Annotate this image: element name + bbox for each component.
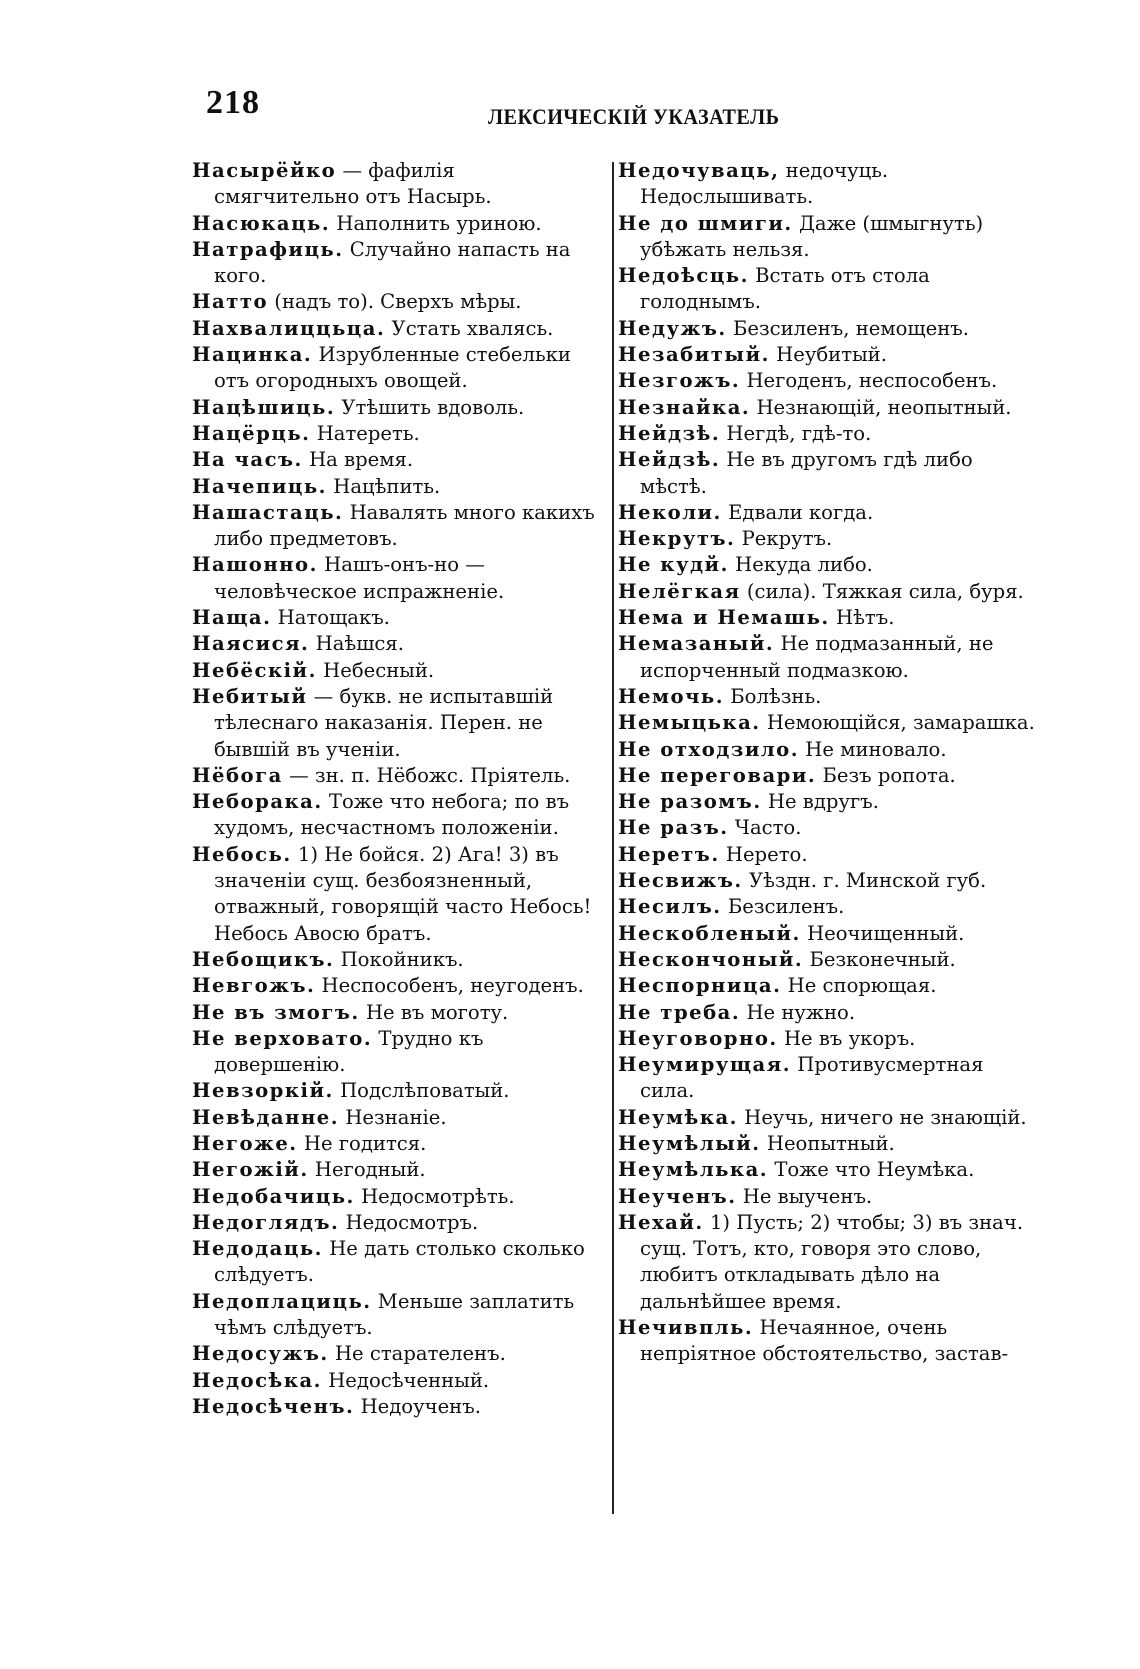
dictionary-entry <box>618 500 1038 526</box>
dictionary-entry <box>618 631 1038 684</box>
dictionary-entry <box>618 552 1038 578</box>
entry-definition: Небесный. <box>323 658 435 682</box>
dictionary-entry <box>618 894 1038 920</box>
entry-definition: Противусмертная сила. <box>640 1053 984 1103</box>
dictionary-entry <box>618 1157 1038 1183</box>
entry-definition: Не въ укоръ. <box>783 1026 916 1050</box>
dictionary-entry <box>192 842 602 947</box>
dictionary-entry <box>618 789 1038 815</box>
entry-headword: Неумѣка. <box>618 1105 738 1129</box>
entry-headword: Нашонно. <box>192 553 318 577</box>
page-number: 218 <box>206 84 260 121</box>
dictionary-entry <box>618 815 1038 841</box>
entry-definition: Наѣшся. <box>315 632 404 656</box>
dictionary-entry <box>618 579 1038 605</box>
dictionary-entry <box>192 342 602 395</box>
entry-definition: недочуць. Недослышивать. <box>640 159 889 209</box>
entry-headword: Не переговари. <box>618 763 817 787</box>
dictionary-entry <box>192 1184 602 1210</box>
dictionary-entry <box>618 526 1038 552</box>
entry-definition: 1) Не бойся. 2) Ага! 3) въ значеніи сущ. безбоязненный, отважный, говорящій часто Небось! Небось Авосю братъ. <box>214 842 592 945</box>
entry-headword: Нелёгкая <box>618 579 741 603</box>
entry-definition: Не спорющая. <box>787 974 937 998</box>
dictionary-entry <box>192 395 602 421</box>
entry-headword: Небощикъ. <box>192 947 335 971</box>
entry-definition: Нашъ-онъ-но — человѣческое испражненіе. <box>214 553 505 603</box>
dictionary-entry <box>618 447 1038 500</box>
entry-definition: Не годится. <box>303 1131 427 1155</box>
entry-definition: Неучь, ничего не знающій. <box>744 1105 1027 1129</box>
entry-headword: На часъ. <box>192 448 303 472</box>
dictionary-entry <box>192 1026 602 1079</box>
entry-definition: Не вдругъ. <box>767 790 879 814</box>
entry-definition: Немоющійся, замарашка. <box>766 711 1035 735</box>
left-column <box>192 158 602 1420</box>
entry-headword: Незабитый. <box>618 343 770 367</box>
entry-definition: Не выученъ. <box>742 1184 873 1208</box>
entry-definition: Неочищенный. <box>807 921 965 945</box>
entry-headword: Недосужъ. <box>192 1342 329 1366</box>
dictionary-entry <box>192 316 602 342</box>
dictionary-entry <box>192 658 602 684</box>
dictionary-entry <box>618 737 1038 763</box>
entry-headword: Начепиць. <box>192 474 327 498</box>
dictionary-entry <box>618 1000 1038 1026</box>
entry-definition: Недосмотрѣть. <box>361 1184 515 1208</box>
dictionary-entry <box>192 237 602 290</box>
entry-definition: Натощакъ. <box>277 606 390 630</box>
entry-headword: Незгожъ. <box>618 369 741 393</box>
entry-headword: Наясися. <box>192 632 310 656</box>
column-divider <box>612 162 614 1514</box>
entry-definition: Не въ другомъ гдѣ либо мѣстѣ. <box>640 448 973 498</box>
entry-headword: Нашастаць. <box>192 500 344 524</box>
dictionary-entry <box>618 316 1038 342</box>
dictionary-entry <box>192 1289 602 1342</box>
entry-headword: Нацинка. <box>192 343 313 367</box>
entry-definition: Навалять много какихъ либо предметовъ. <box>214 500 595 551</box>
entry-headword: Не до шмиги. <box>618 211 793 235</box>
entry-definition: Натереть. <box>316 421 420 445</box>
entry-headword: Невѣданне. <box>192 1105 340 1129</box>
dictionary-entry <box>618 710 1038 736</box>
entry-headword: Не верховато. <box>192 1026 373 1050</box>
entry-definition: На время. <box>309 448 414 472</box>
entry-headword: Нейдзѣ. <box>618 421 721 445</box>
dictionary-entry <box>618 395 1038 421</box>
dictionary-entry <box>618 1210 1038 1315</box>
dictionary-entry <box>192 1157 602 1183</box>
entry-headword: Недоѣсць. <box>618 264 749 288</box>
entry-headword: Неколи. <box>618 500 722 524</box>
entry-headword: Нехай. <box>618 1210 704 1234</box>
entry-headword: Недоглядъ. <box>192 1210 340 1234</box>
entry-headword: Неумѣлый. <box>618 1131 761 1155</box>
entry-definition: Недоученъ. <box>360 1394 481 1418</box>
entry-headword: Невгожъ. <box>192 974 316 998</box>
entry-definition: Покойникъ. <box>340 947 464 971</box>
entry-headword: Насырёйко <box>192 159 337 182</box>
entry-headword: Нахвалиццьца. <box>192 316 386 340</box>
entry-definition: Устать хвалясь. <box>391 316 554 340</box>
dictionary-entry <box>192 1236 602 1289</box>
entry-headword: Нечивпль. <box>618 1316 754 1340</box>
dictionary-entry <box>618 158 1038 211</box>
dictionary-entry <box>192 1341 602 1367</box>
entry-definition: Меньше заплатить чѣмъ слѣдуетъ. <box>214 1289 575 1340</box>
entry-definition: (надъ то). Сверхъ мѣры. <box>274 290 522 314</box>
dictionary-entry <box>618 763 1038 789</box>
dictionary-entry <box>618 1105 1038 1131</box>
entry-definition: Тоже что Неумѣка. <box>774 1158 975 1182</box>
entry-definition: Едвали когда. <box>728 500 874 524</box>
entry-headword: Незнайка. <box>618 395 751 419</box>
dictionary-entry <box>618 342 1038 368</box>
entry-definition: Подслѣповатый. <box>340 1079 510 1103</box>
dictionary-entry <box>192 474 602 500</box>
dictionary-entry <box>192 1078 602 1104</box>
dictionary-entry <box>618 1052 1038 1105</box>
entry-definition: — букв. не испытавшій тѣлеснаго наказанія. Перен. не бывшій въ ученіи. <box>214 684 554 761</box>
entry-headword: Неумирущая. <box>618 1053 792 1077</box>
entry-definition: 1) Пусть; 2) чтобы; 3) въ знач. сущ. Тотъ, кто, говоря это слово, любитъ откладывать дѣло на дальнѣйшее время. <box>640 1210 1024 1313</box>
entry-headword: Нёбога <box>192 763 283 787</box>
entry-headword: Нацёрць. <box>192 421 311 445</box>
entry-headword: Натто <box>192 290 269 314</box>
entry-headword: Немыцька. <box>618 711 761 735</box>
dictionary-entry <box>192 789 602 842</box>
right-column <box>618 158 1038 1368</box>
entry-definition: Нерето. <box>725 842 808 866</box>
entry-headword: Небёскій. <box>192 658 317 682</box>
entry-headword: Недодаць. <box>192 1237 323 1261</box>
dictionary-entry <box>192 1210 602 1236</box>
dictionary-entry <box>192 500 602 553</box>
entry-definition: Трудно къ довершенію. <box>214 1026 484 1077</box>
entry-headword: Наща. <box>192 606 272 630</box>
entry-definition: Неопытный. <box>766 1131 895 1155</box>
entry-headword: Не кудй. <box>618 553 729 577</box>
entry-headword: Нацѣшиць. <box>192 395 336 419</box>
entry-definition: Нечаянное, очень непріятное обстоятельство, застав- <box>640 1316 1009 1366</box>
entry-definition: Негдѣ, гдѣ-то. <box>726 421 872 445</box>
entry-definition: Незнающій, неопытный. <box>756 395 1012 419</box>
dictionary-entry <box>618 684 1038 710</box>
entry-definition: Неубитый. <box>776 343 887 367</box>
entry-definition: Уѣздн. г. Минской губ. <box>748 869 987 893</box>
entry-headword: Недоплациць. <box>192 1289 372 1313</box>
entry-headword: Натрафиць. <box>192 237 344 261</box>
entry-headword: Нескобленый. <box>618 921 801 945</box>
entry-headword: Небось. <box>192 842 292 866</box>
entry-headword: Недужъ. <box>618 316 727 340</box>
dictionary-entry <box>192 1131 602 1157</box>
entry-headword: Неумѣлька. <box>618 1158 769 1182</box>
entry-headword: Недосѣченъ. <box>192 1394 355 1418</box>
entry-definition: Нацѣпить. <box>333 474 441 498</box>
entry-definition: Случайно напасть на кого. <box>214 237 571 288</box>
entry-definition: Неспособенъ, неугоденъ. <box>321 974 584 998</box>
entry-definition: Безсиленъ, немощенъ. <box>732 316 969 340</box>
entry-headword: Небитый <box>192 684 308 708</box>
entry-definition: Не подмазанный, не испорченный подмазкою. <box>640 632 994 682</box>
entry-headword: Несилъ. <box>618 895 722 919</box>
dictionary-entry <box>618 368 1038 394</box>
entry-headword: Не отходзило. <box>618 737 800 761</box>
entry-definition: Не старателенъ. <box>334 1342 506 1366</box>
dictionary-entry <box>192 1394 602 1420</box>
entry-definition: Встать отъ стола голоднымъ. <box>640 264 930 314</box>
entry-headword: Неученъ. <box>618 1184 737 1208</box>
entry-definition: Негодный. <box>314 1158 426 1182</box>
entry-definition: Безъ ропота. <box>822 763 956 787</box>
dictionary-entry <box>192 1000 602 1026</box>
entry-headword: Невзоркій. <box>192 1079 334 1103</box>
entry-definition: Утѣшить вдоволь. <box>341 395 525 419</box>
entry-definition: (сила). Тяжкая сила, буря. <box>746 579 1024 603</box>
entry-definition: Часто. <box>734 816 802 840</box>
entry-headword: Неспорница. <box>618 974 782 998</box>
dictionary-entry <box>192 947 602 973</box>
entry-definition: Некуда либо. <box>735 553 873 577</box>
dictionary-entry <box>192 211 602 237</box>
entry-definition: Изрубленные стебельки отъ огородныхъ овощей. <box>214 343 571 393</box>
entry-headword: Насюкаць. <box>192 211 331 235</box>
entry-definition: Не въ моготу. <box>365 1000 509 1024</box>
entry-definition: Не миновало. <box>805 737 947 761</box>
entry-definition: Не нужно. <box>746 1000 856 1024</box>
dictionary-entry <box>192 421 602 447</box>
entry-headword: Несвижъ. <box>618 869 743 893</box>
dictionary-entry <box>192 763 602 789</box>
dictionary-entry <box>192 289 602 315</box>
entry-definition: Наполнить уриною. <box>336 211 542 235</box>
dictionary-entry <box>192 1105 602 1131</box>
entry-definition: Негоденъ, неспособенъ. <box>746 369 998 393</box>
dictionary-entry <box>618 1026 1038 1052</box>
dictionary-entry <box>618 947 1038 973</box>
entry-definition: — зн. п. Нёбожс. Пріятель. <box>289 763 571 787</box>
entry-definition: Безконечный. <box>809 947 956 971</box>
dictionary-entry <box>192 605 602 631</box>
entry-definition: Недосѣченный. <box>328 1368 490 1392</box>
entry-headword: Негоже. <box>192 1131 298 1155</box>
entry-headword: Не треба. <box>618 1000 741 1024</box>
dictionary-entry <box>192 684 602 763</box>
entry-headword: Недочуваць, <box>618 159 780 182</box>
entry-headword: Неуговорно. <box>618 1026 778 1050</box>
entry-headword: Немочь. <box>618 684 725 708</box>
entry-headword: Не разъ. <box>618 816 729 840</box>
entry-definition: — фафилія смягчительно отъ Насырь. <box>214 159 492 209</box>
dictionary-entry <box>192 631 602 657</box>
entry-headword: Нема и Немашь. <box>618 606 830 630</box>
entry-definition: Не дать столько сколько слѣдуетъ. <box>214 1237 585 1287</box>
dictionary-entry <box>618 263 1038 316</box>
dictionary-entry <box>618 1184 1038 1210</box>
entry-definition: Рекрутъ. <box>741 527 833 551</box>
dictionary-entry <box>618 211 1038 264</box>
dictionary-entry <box>618 421 1038 447</box>
dictionary-entry <box>618 973 1038 999</box>
entry-headword: Неретъ. <box>618 842 720 866</box>
entry-headword: Нейдзѣ. <box>618 448 721 472</box>
entry-headword: Недосѣка. <box>192 1368 322 1392</box>
entry-headword: Неборака. <box>192 790 323 814</box>
entry-definition: Даже (шмыгнуть) убѣжать нельзя. <box>640 211 984 261</box>
entry-definition: Незнаніе. <box>345 1105 447 1129</box>
entry-headword: Недобачиць. <box>192 1184 355 1208</box>
entry-headword: Нескончоный. <box>618 947 804 971</box>
entry-definition: Недосмотръ. <box>345 1210 479 1234</box>
entry-headword: Не въ змогъ. <box>192 1000 360 1024</box>
dictionary-entry <box>618 1315 1038 1368</box>
dictionary-entry <box>192 158 602 211</box>
dictionary-entry <box>618 868 1038 894</box>
dictionary-entry <box>192 973 602 999</box>
entry-headword: Не разомъ. <box>618 790 762 814</box>
entry-definition: Болѣзнь. <box>730 684 822 708</box>
running-head: ЛЕКСИЧЕСКІЙ УКАЗАТЕЛЬ <box>488 104 780 129</box>
entry-definition: Тоже что небога; по въ худомъ, несчастномъ положеніи. <box>214 790 570 840</box>
dictionary-entry <box>192 447 602 473</box>
dictionary-entry <box>618 605 1038 631</box>
entry-definition: Нѣтъ. <box>835 606 895 630</box>
dictionary-entry <box>618 921 1038 947</box>
dictionary-entry <box>192 552 602 605</box>
entry-headword: Негожій. <box>192 1158 309 1182</box>
dictionary-entry <box>192 1368 602 1394</box>
entry-headword: Некрутъ. <box>618 527 736 551</box>
entry-definition: Безсиленъ. <box>727 895 845 919</box>
entry-headword: Немазаный. <box>618 632 775 656</box>
dictionary-entry <box>618 842 1038 868</box>
dictionary-entry <box>618 1131 1038 1157</box>
